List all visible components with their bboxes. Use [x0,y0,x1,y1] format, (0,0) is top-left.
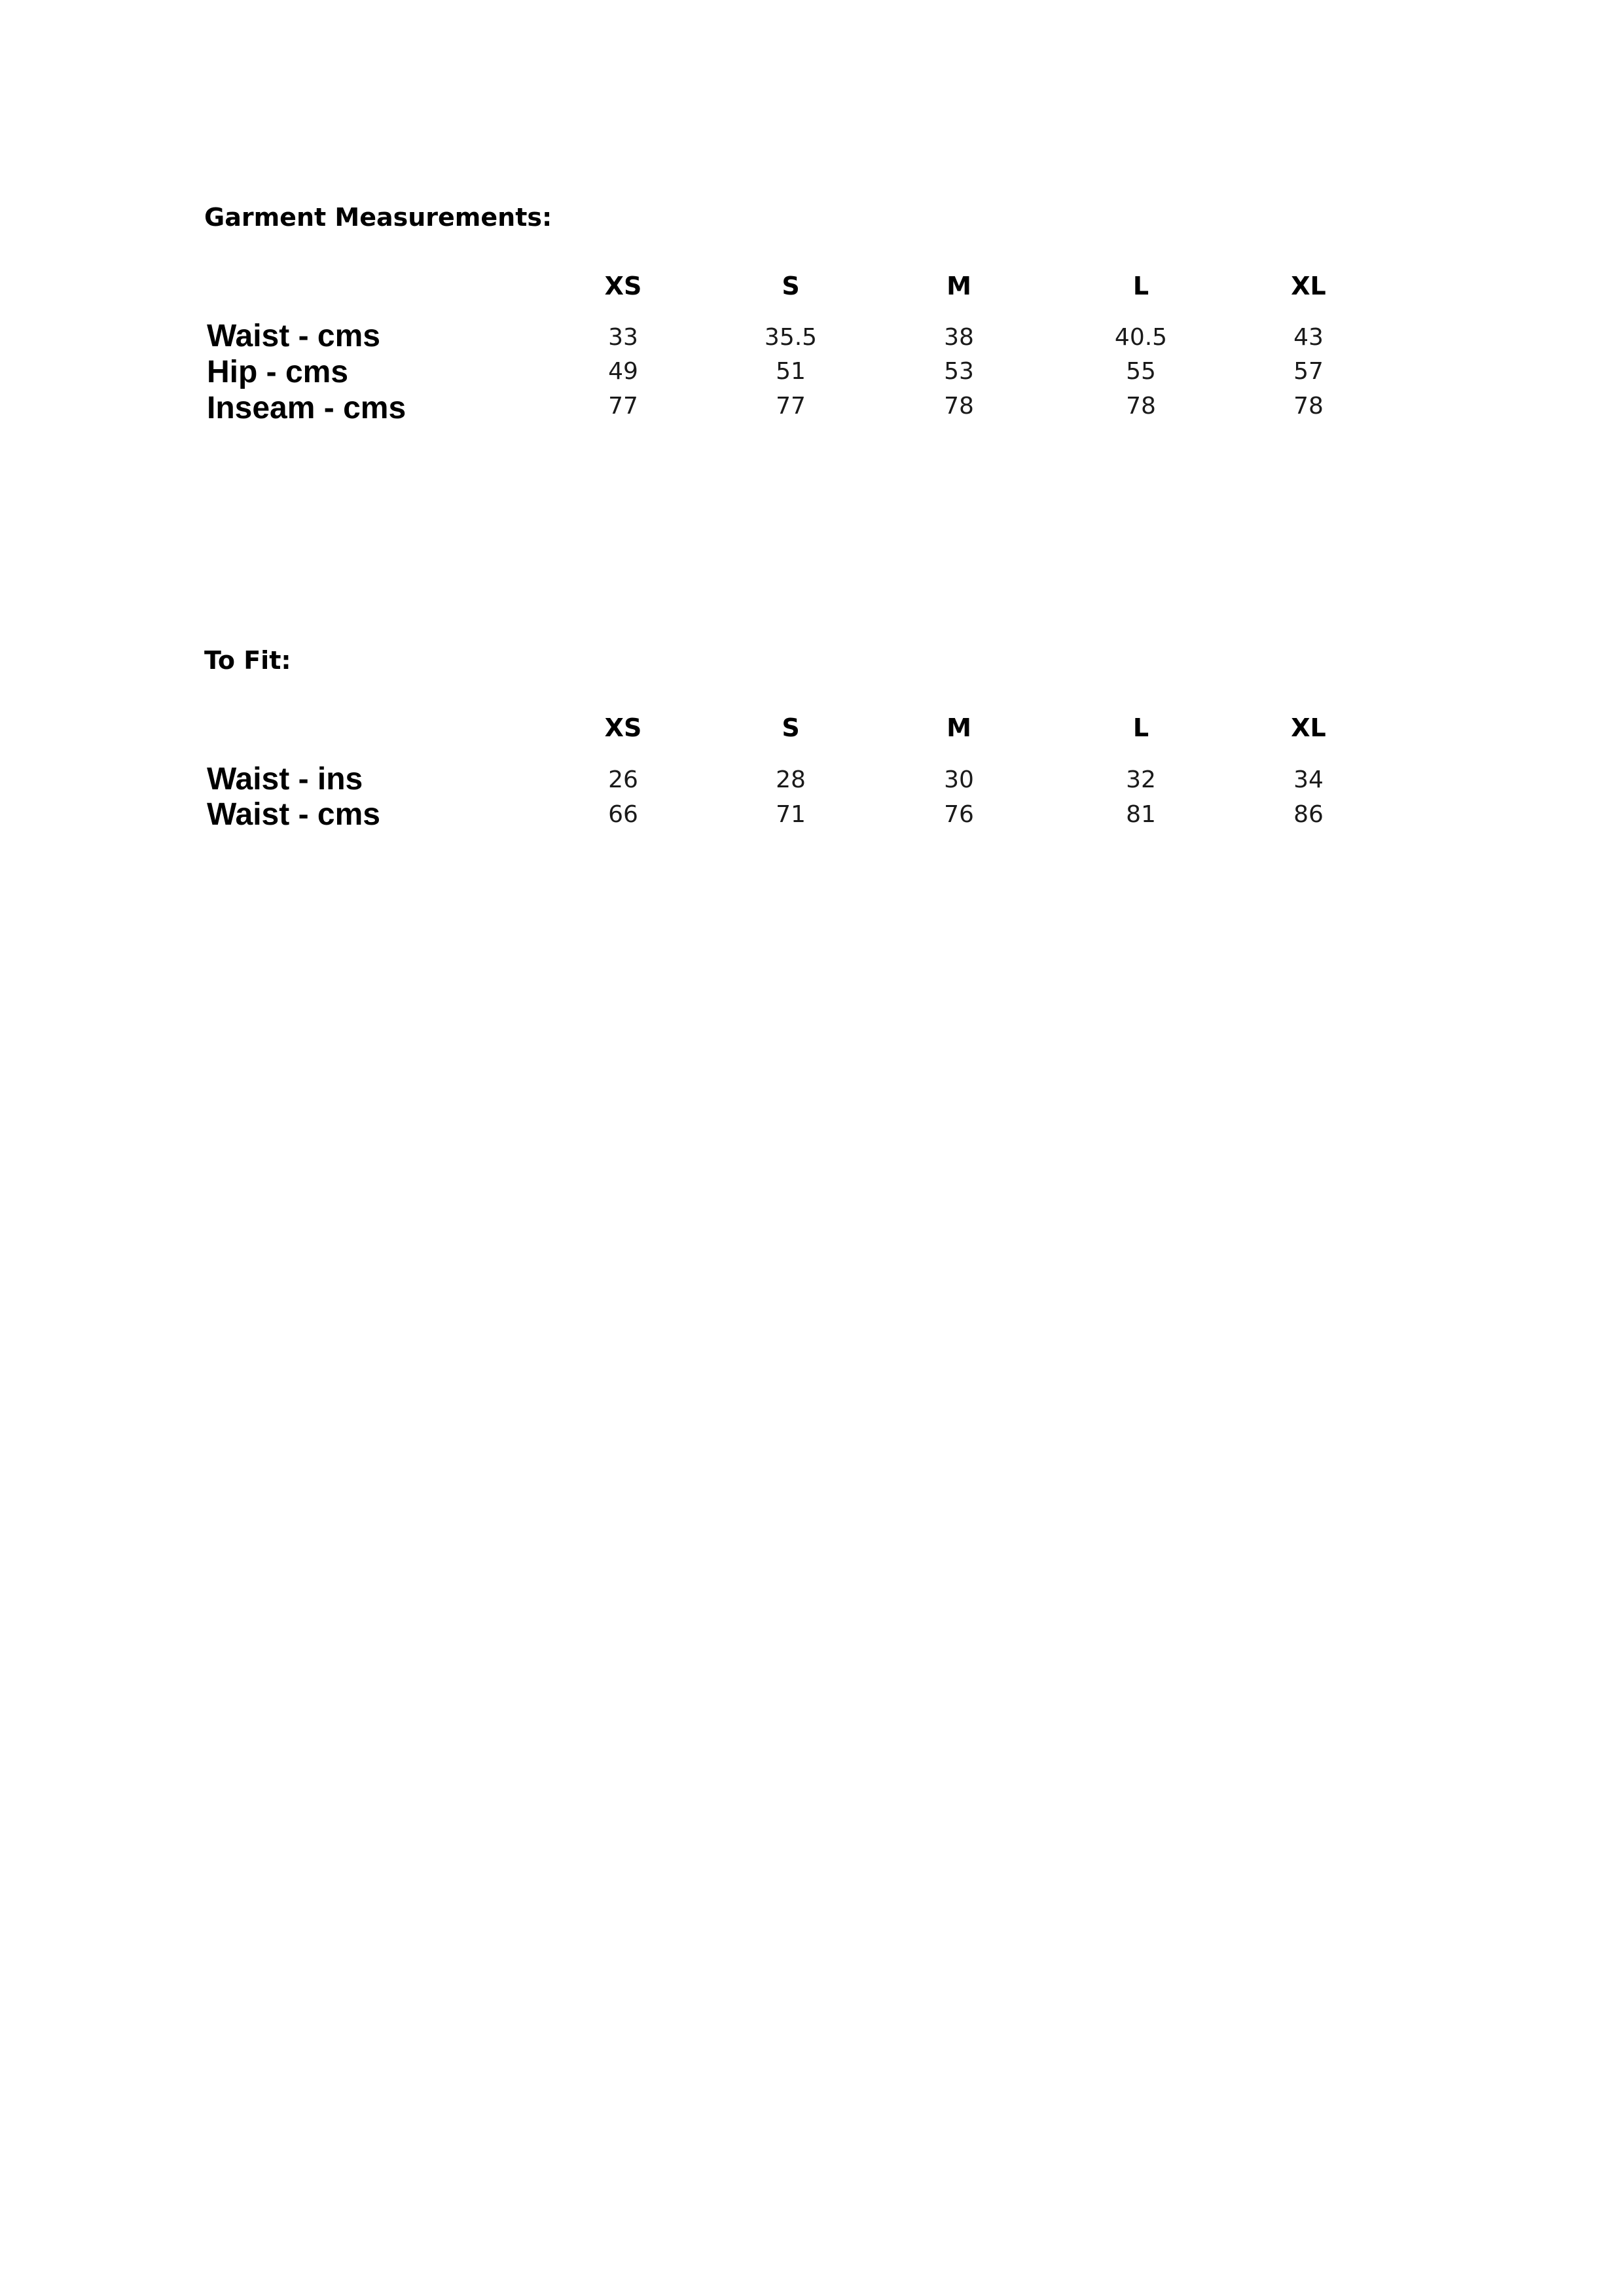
table-cell: 78 [944,393,974,420]
table-cell: 71 [776,801,806,828]
table-cell: 53 [944,358,974,385]
table-cell: 33 [608,324,638,351]
size-header-m: M [947,713,971,742]
table-cell: 28 [776,766,806,793]
table-cell: 38 [944,324,974,351]
table-cell: 86 [1293,801,1324,828]
row-label-waist-cms: Waist - cms [207,797,380,832]
table-cell: 30 [944,766,974,793]
row-label-inseam-cms: Inseam - cms [207,391,406,425]
table-cell: 77 [776,393,806,420]
size-header-xs: XS [604,272,642,300]
table-cell: 78 [1293,393,1324,420]
size-header-m: M [947,272,971,300]
table-cell: 76 [944,801,974,828]
row-label-hip-cms: Hip - cms [207,355,349,389]
size-header-s: S [782,272,800,300]
size-header-xl: XL [1291,713,1326,742]
table-cell: 34 [1293,766,1324,793]
table-cell: 49 [608,358,638,385]
table-cell: 81 [1126,801,1156,828]
table-cell: 78 [1126,393,1156,420]
table-cell: 77 [608,393,638,420]
garment-measurements-title: Garment Measurements: [204,203,552,232]
table-cell: 51 [776,358,806,385]
row-label-waist-ins: Waist - ins [207,762,363,797]
size-header-s: S [782,713,800,742]
table-cell: 40.5 [1114,324,1168,351]
table-cell: 32 [1126,766,1156,793]
size-header-xl: XL [1291,272,1326,300]
table-cell: 43 [1293,324,1324,351]
row-label-waist-cms: Waist - cms [207,319,380,353]
size-header-l: L [1132,713,1149,742]
size-header-xs: XS [604,713,642,742]
table-cell: 26 [608,766,638,793]
table-cell: 55 [1126,358,1156,385]
size-header-l: L [1132,272,1149,300]
table-cell: 35.5 [764,324,818,351]
table-cell: 66 [608,801,638,828]
to-fit-title: To Fit: [204,646,291,675]
table-cell: 57 [1293,358,1324,385]
